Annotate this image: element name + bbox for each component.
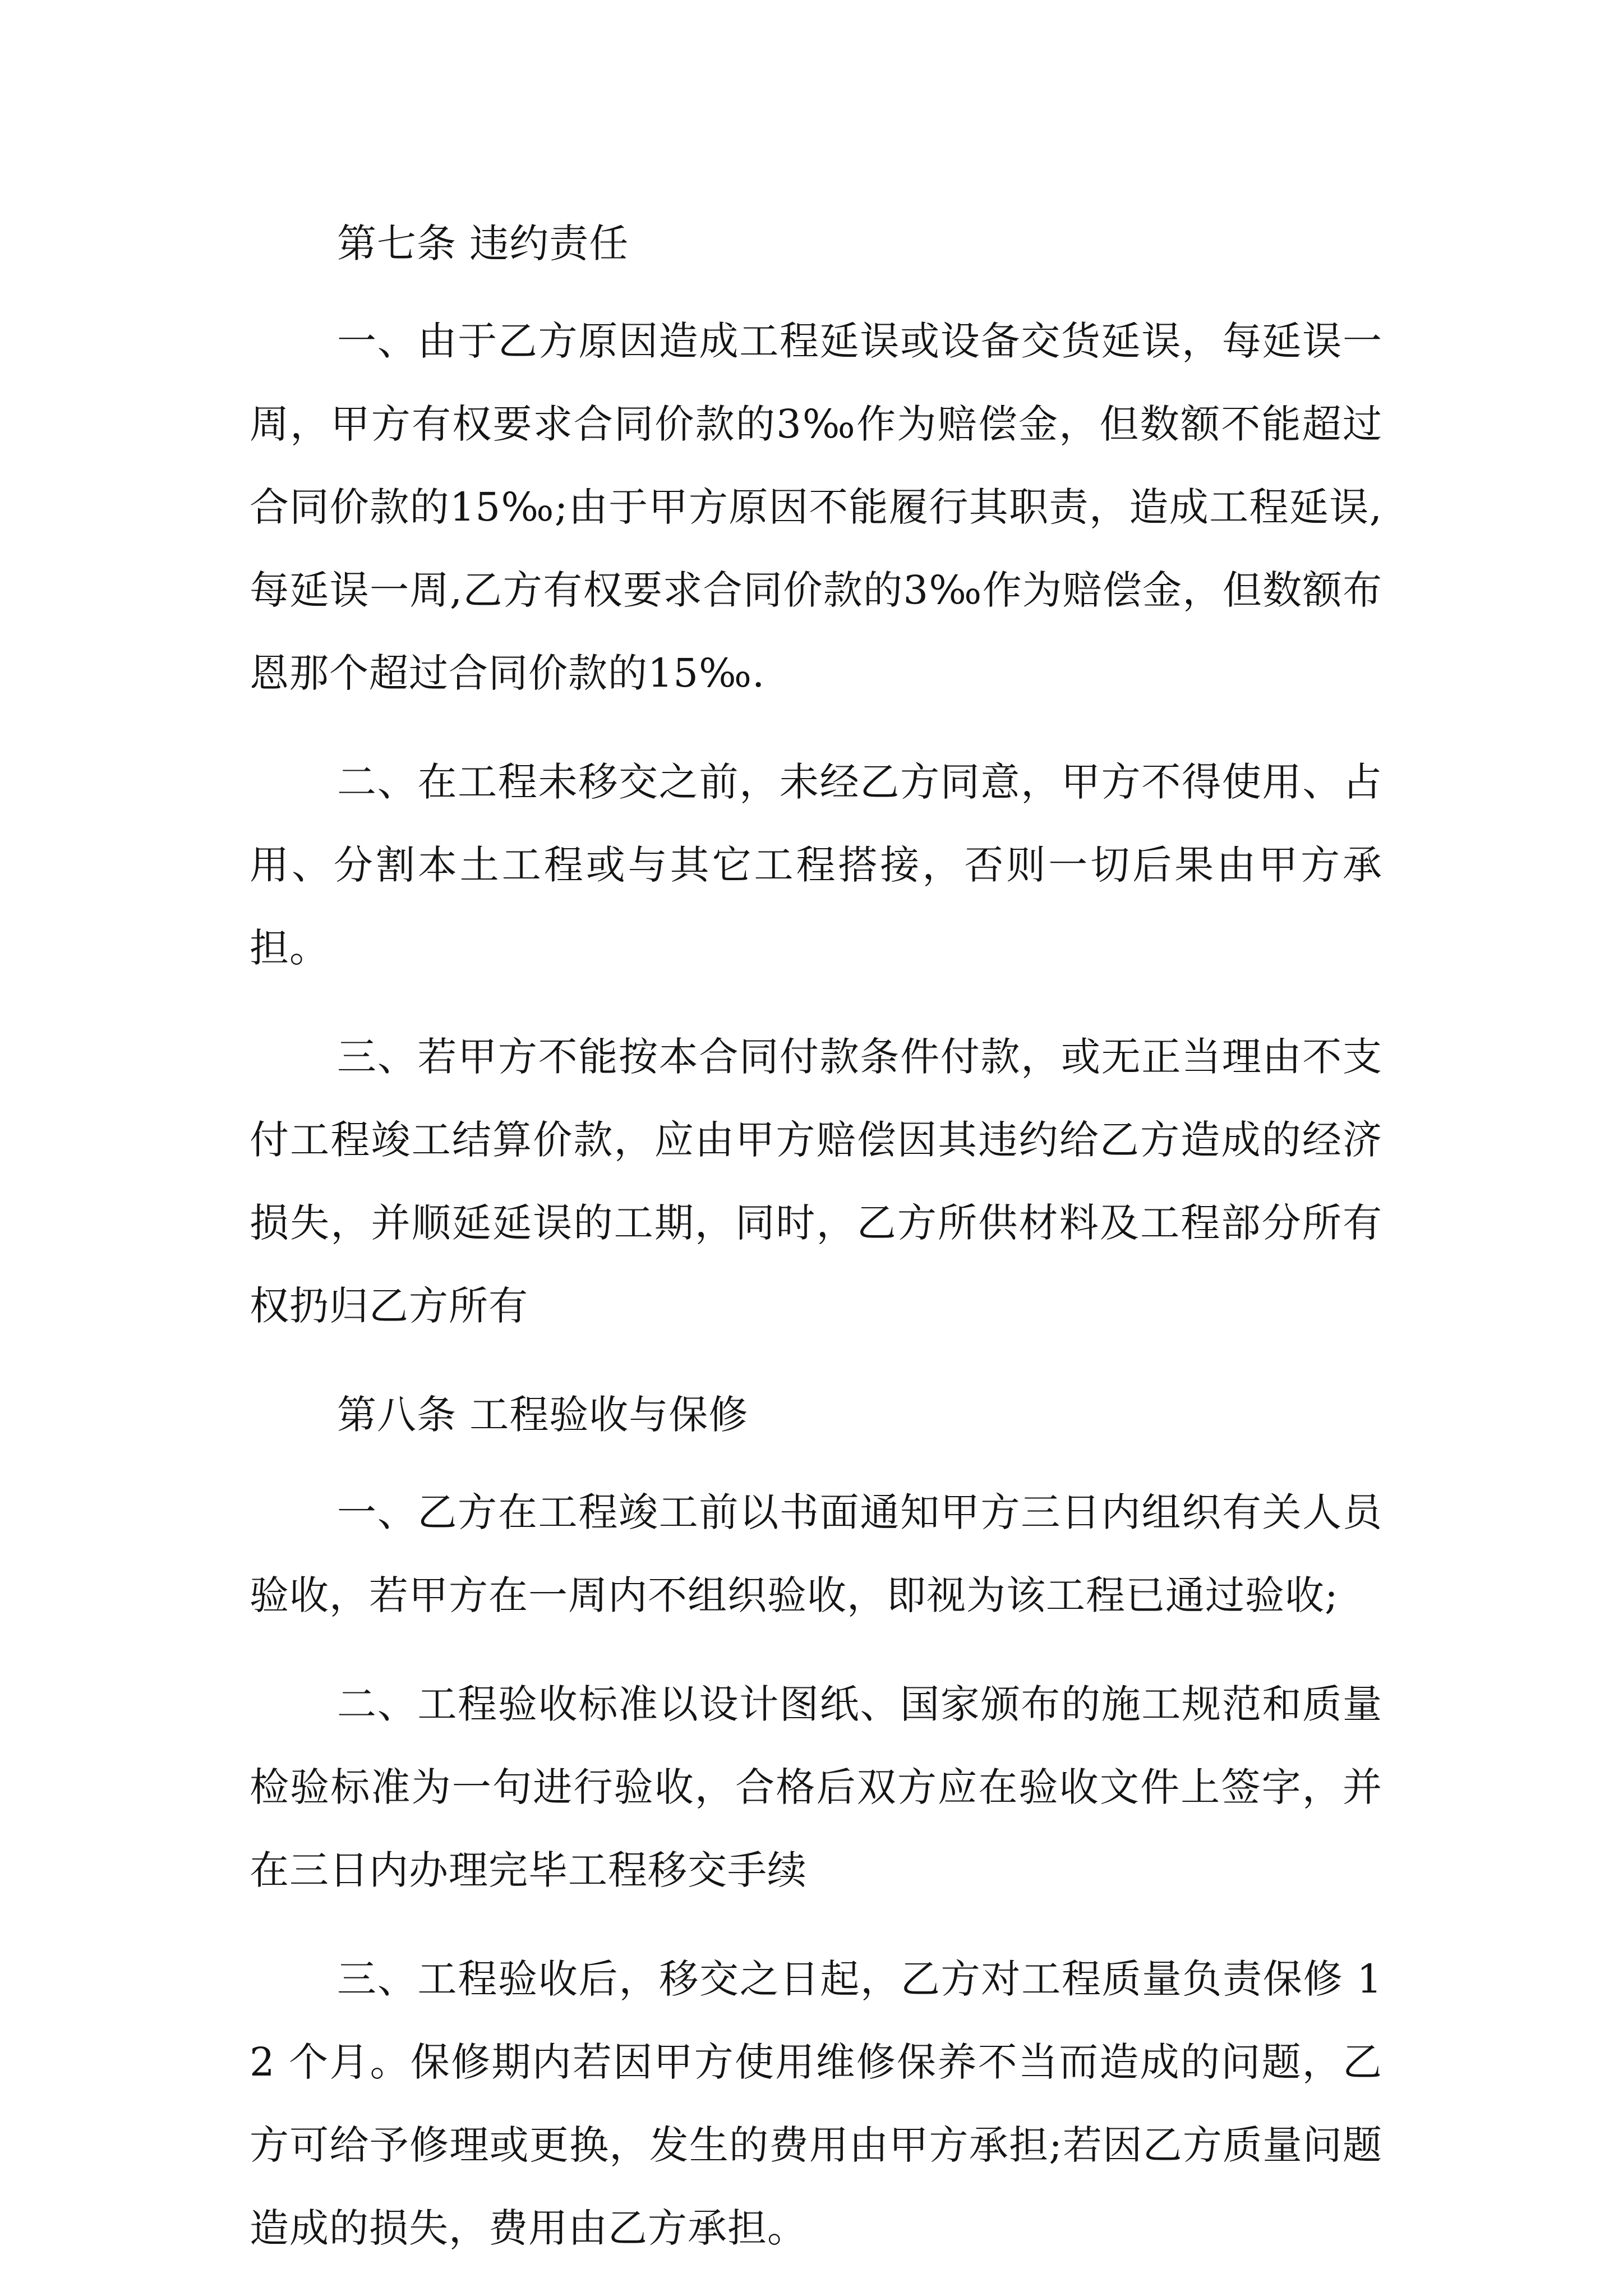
document-body [250, 202, 1382, 2295]
paragraph: 三、工程验收后，移交之日起，乙方对工程质量负责保修 12 个月。保修期内若因甲方使用维修保养不当而造成的问题，乙方可给予修理或更换，发生的费用由甲方承担;若因乙方质量问题造成的损失，费用由乙方承担。 [250, 1956, 1382, 2251]
section-article-8 [250, 1373, 1382, 2270]
section-heading: 第八条 工程验收与保修 [337, 1392, 749, 1438]
section-article-7 [250, 202, 1382, 1347]
paragraph: 一、乙方在工程竣工前以书面通知甲方三日内组织有关人员验收，若甲方在一周内不组织验收，即视为该工程已通过验收; [250, 1489, 1382, 1618]
paragraph: 三、若甲方不能按本合同付款条件付款，或无正当理由不支付工程竣工结算价款，应由甲方赔偿因其违约给乙方造成的经济损失，并顺延延误的工期，同时，乙方所供材料及工程部分所有权扔归乙方所有 [250, 1034, 1382, 1329]
paragraph: 二、工程验收标准以设计图纸、国家颁布的施工规范和质量检验标准为一句进行验收，合格后双方应在验收文件上签字，并在三日内办理完毕工程移交手续 [250, 1681, 1382, 1893]
paragraph: 一、由于乙方原因造成工程延误或设备交货延误，每延误一周，甲方有权要求合同价款的3‰作为赔偿金，但数额不能超过合同价款的15‰;由于甲方原因不能履行其职责，造成工程延误,每延误一周,乙方有权要求合同价款的3‰作为赔偿金，但数额布恩那个超过合同价款的15‰. [250, 318, 1382, 696]
paragraph: 二、在工程未移交之前，未经乙方同意，甲方不得使用、占用、分割本土工程或与其它工程搭接，否则一切后果由甲方承担。 [250, 759, 1382, 971]
section-heading: 第七条 违约责任 [337, 220, 629, 266]
